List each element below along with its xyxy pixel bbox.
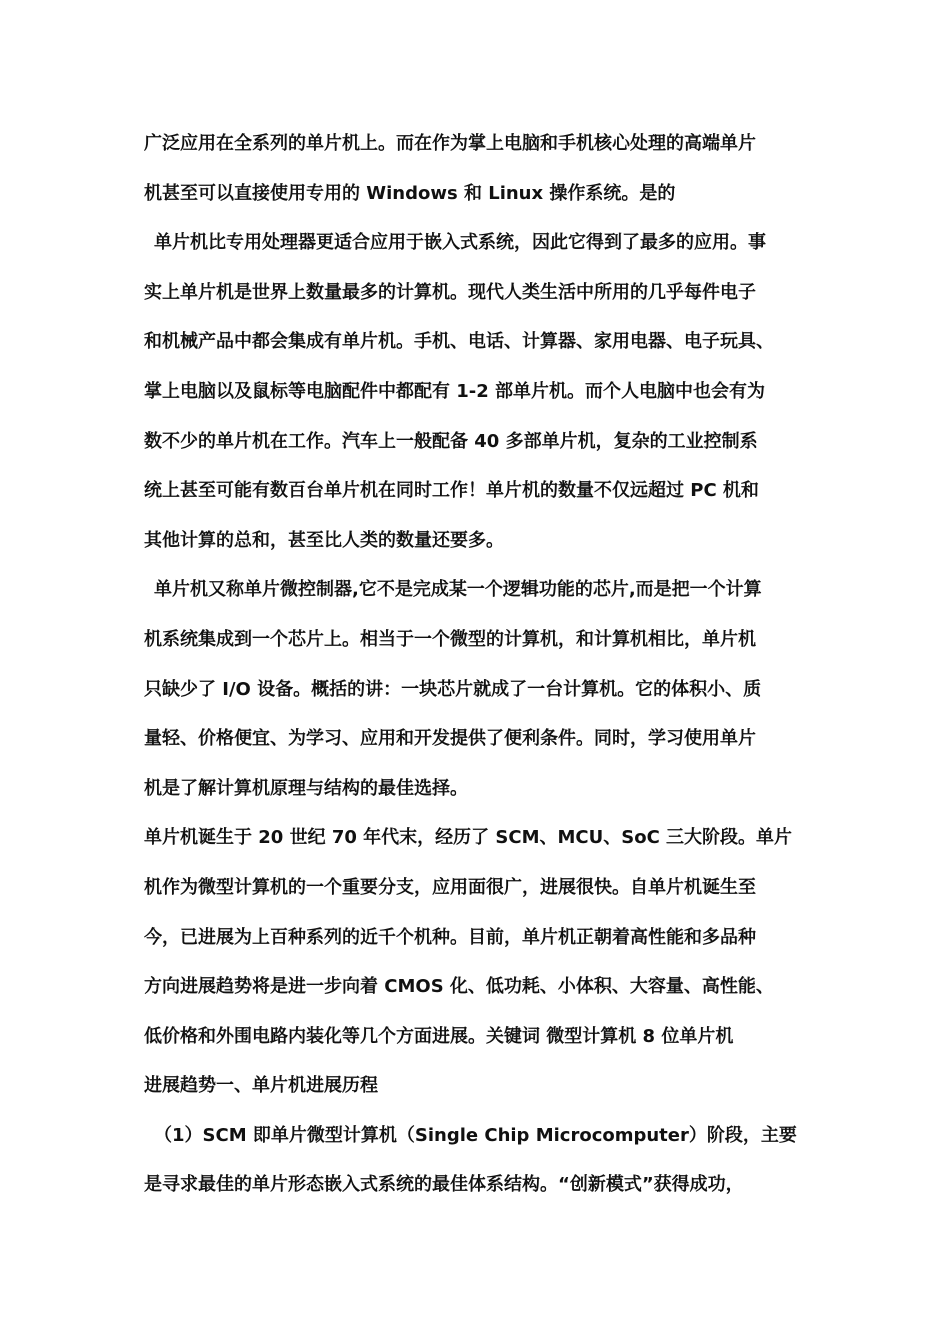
text-line: 机甚至可以直接使用专用的 Windows 和 Linux 操作系统。是的 [144,182,676,204]
text-line: 机系统集成到一个芯片上。相当于一个微型的计算机，和计算机相比，单片机 [144,628,756,650]
text-line: 单片机诞生于 20 世纪 70 年代末，经历了 SCM、MCU、SoC 三大阶段。单片 [144,827,793,849]
paragraph-start-line: （1）SCM 即单片微型计算机（Single Chip Microcomputer）阶段，主要 [154,1124,797,1146]
text-line: 掌上电脑以及鼠标等电脑配件中都配有 1-2 部单片机。而个人电脑中也会有为 [144,380,766,402]
text-line: 机是了解计算机原理与结构的最佳选择。 [144,777,468,799]
text-line: 是寻求最佳的单片形态嵌入式系统的最佳体系结构。“创新模式”获得成功， [144,1174,744,1196]
document-body [144,130,824,1221]
paragraph-start-line: 单片机比专用处理器更适合应用于嵌入式系统，因此它得到了最多的应用。事 [154,232,766,254]
text-line: 广泛应用在全系列的单片机上。而在作为掌上电脑和手机核心处理的高端单片 [144,133,756,154]
section-heading-line: 进展趋势一、单片机进展历程 [144,1075,378,1097]
text-line: 和机械产品中都会集成有单片机。手机、电话、计算器、家用电器、电子玩具、 [144,331,774,353]
text-line: 统上甚至可能有数百台单片机在同时工作！单片机的数量不仅远超过 PC 机和 [144,480,759,502]
text-line: 机作为微型计算机的一个重要分支，应用面很广，进展很快。自单片机诞生至 [144,876,756,898]
text-line: 数不少的单片机在工作。汽车上一般配备 40 多部单片机，复杂的工业控制系 [144,430,758,452]
text-line: 方向进展趋势将是进一步向着 CMOS 化、低功耗、小体积、大容量、高性能、 [144,976,774,998]
paragraph-start-line: 单片机又称单片微控制器,它不是完成某一个逻辑功能的芯片,而是把一个计算 [154,579,762,601]
text-line: 只缺少了 I/O 设备。概括的讲：一块芯片就成了一台计算机。它的体积小、质 [144,678,762,700]
text-line: 今，已进展为上百种系列的近千个机种。目前，单片机正朝着高性能和多品种 [144,926,756,948]
text-line: 其他计算的总和，甚至比人类的数量还要多。 [144,529,504,551]
text-line: 低价格和外围电路内装化等几个方面进展。关键词 微型计算机 8 位单片机 [144,1025,734,1047]
text-line: 量轻、价格便宜、为学习、应用和开发提供了便利条件。同时，学习使用单片 [144,728,756,750]
text-line: 实上单片机是世界上数量最多的计算机。现代人类生活中所用的几乎每件电子 [144,281,756,303]
